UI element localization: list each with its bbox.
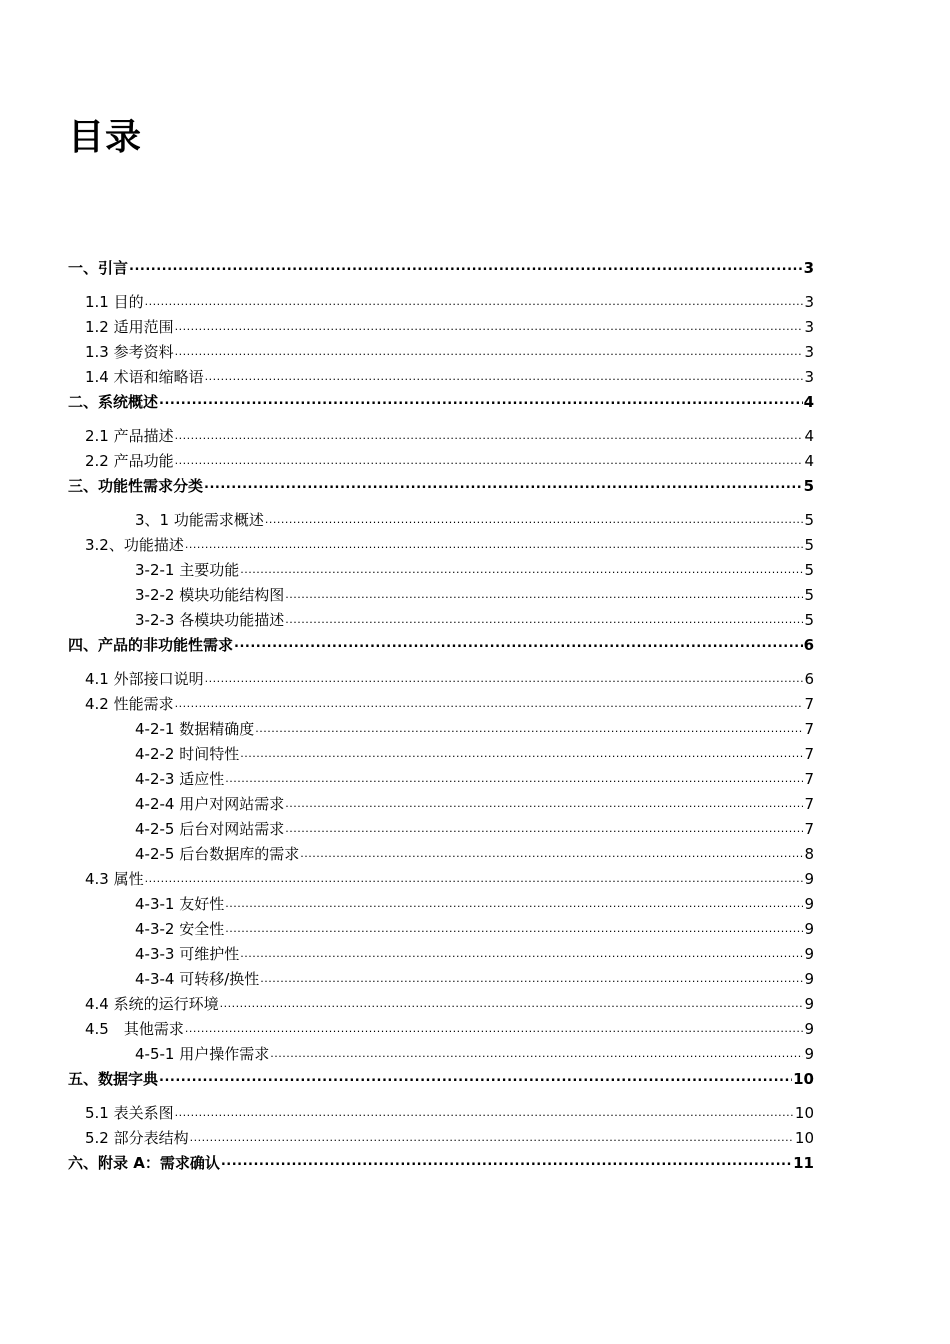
toc-entry[interactable] <box>68 633 814 667</box>
toc-dot-leader <box>265 510 804 525</box>
toc-entry-page-number: 7 <box>804 695 814 713</box>
toc-entry-label: 3.2、功能描述 <box>85 536 184 554</box>
toc-entry-label: 一、引言 <box>68 259 129 277</box>
toc-entry[interactable] <box>68 449 814 474</box>
toc-entry-label: 2.1 产品描述 <box>85 427 174 445</box>
toc-entry[interactable] <box>68 608 814 633</box>
toc-entry-label: 四、产品的非功能性需求 <box>68 636 234 654</box>
toc-entry-page-number: 4 <box>804 452 814 470</box>
toc-entry-label: 4-2-5 后台对网站需求 <box>135 820 285 838</box>
toc-dot-leader <box>129 258 803 273</box>
toc-entry-page-number: 7 <box>804 795 814 813</box>
toc-dot-leader <box>260 969 803 984</box>
toc-entry[interactable] <box>68 340 814 365</box>
toc-entry-label: 六、附录 A：需求确认 <box>68 1154 220 1172</box>
toc-entry-label: 1.3 参考资料 <box>85 343 174 361</box>
toc-entry[interactable] <box>68 817 814 842</box>
toc-entry-page-number: 5 <box>804 611 814 629</box>
toc-entry-label: 2.2 产品功能 <box>85 452 174 470</box>
toc-entry-label: 3-2-2 模块功能结构图 <box>135 586 285 604</box>
toc-entry-page-number: 5 <box>804 511 814 529</box>
toc-entry-page-number: 3 <box>804 368 814 386</box>
toc-entry-label: 4-3-4 可转移/换性 <box>135 970 260 988</box>
page-title: 目录 <box>68 117 143 158</box>
toc-entry-page-number: 10 <box>794 1104 814 1122</box>
toc-entry-page-number: 11 <box>793 1154 814 1172</box>
toc-entry-label: 4-3-2 安全性 <box>135 920 225 938</box>
toc-entry-label: 4-2-5 后台数据库的需求 <box>135 845 300 863</box>
toc-entry-page-number: 5 <box>803 477 814 495</box>
toc-entry[interactable] <box>68 992 814 1017</box>
toc-entry[interactable] <box>68 558 814 583</box>
toc-dot-leader <box>145 292 804 307</box>
toc-dot-leader <box>285 610 803 625</box>
toc-entry[interactable] <box>68 892 814 917</box>
toc-entry-page-number: 4 <box>803 393 814 411</box>
toc-entry[interactable] <box>68 1017 814 1042</box>
toc-dot-leader <box>175 694 804 709</box>
toc-entry-label: 1.1 目的 <box>85 293 144 311</box>
toc-entry-label: 五、数据字典 <box>68 1070 159 1088</box>
toc-entry-label: 4.5 其他需求 <box>85 1020 184 1038</box>
toc-dot-leader <box>300 844 803 859</box>
toc-entry-label: 二、系统概述 <box>68 393 159 411</box>
toc-dot-leader <box>225 769 803 784</box>
toc-dot-leader <box>255 719 803 734</box>
toc-entry-page-number: 7 <box>804 770 814 788</box>
toc-dot-leader <box>204 476 803 491</box>
toc-dot-leader <box>175 451 804 466</box>
toc-entry-page-number: 9 <box>804 870 814 888</box>
toc-entry-label: 4-5-1 用户操作需求 <box>135 1045 270 1063</box>
toc-entry[interactable] <box>68 365 814 390</box>
toc-dot-leader <box>185 535 804 550</box>
toc-entry[interactable] <box>68 1101 814 1126</box>
toc-entry-page-number: 7 <box>804 720 814 738</box>
toc-entry-label: 3-2-3 各模块功能描述 <box>135 611 285 629</box>
toc-dot-leader <box>145 869 804 884</box>
toc-entry-label: 4.4 系统的运行环境 <box>85 995 219 1013</box>
toc-entry[interactable] <box>68 424 814 449</box>
toc-dot-leader <box>159 1069 792 1084</box>
toc-entry-page-number: 9 <box>804 895 814 913</box>
toc-entry-page-number: 3 <box>804 293 814 311</box>
toc-dot-leader <box>175 317 804 332</box>
toc-entry-label: 4-2-1 数据精确度 <box>135 720 255 738</box>
toc-entry-label: 5.2 部分表结构 <box>85 1129 189 1147</box>
toc-entry-label: 4-3-1 友好性 <box>135 895 225 913</box>
toc-dot-leader <box>175 1103 794 1118</box>
toc-entry-label: 3、1 功能需求概述 <box>135 511 264 529</box>
toc-entry[interactable] <box>68 508 814 533</box>
toc-entry[interactable] <box>68 917 814 942</box>
toc-entry-label: 5.1 表关系图 <box>85 1104 174 1122</box>
toc-entry[interactable] <box>68 533 814 558</box>
toc-entry-page-number: 9 <box>804 945 814 963</box>
toc-entry-label: 4.3 属性 <box>85 870 144 888</box>
toc-entry[interactable] <box>68 583 814 608</box>
table-of-contents <box>68 256 814 1185</box>
toc-entry[interactable] <box>68 315 814 340</box>
toc-entry-page-number: 9 <box>804 1020 814 1038</box>
toc-entry-page-number: 7 <box>804 745 814 763</box>
toc-dot-leader <box>240 944 803 959</box>
toc-entry-page-number: 9 <box>804 970 814 988</box>
toc-dot-leader <box>190 1128 794 1143</box>
toc-dot-leader <box>185 1019 804 1034</box>
toc-entry-page-number: 6 <box>803 636 814 654</box>
toc-entry[interactable] <box>68 942 814 967</box>
toc-dot-leader <box>240 744 803 759</box>
toc-entry-page-number: 10 <box>794 1129 814 1147</box>
toc-entry[interactable] <box>68 1042 814 1067</box>
toc-entry[interactable] <box>68 717 814 742</box>
toc-dot-leader <box>234 635 803 650</box>
toc-entry-page-number: 5 <box>804 561 814 579</box>
toc-entry[interactable] <box>68 390 814 424</box>
toc-entry-label: 4-2-4 用户对网站需求 <box>135 795 285 813</box>
toc-entry-label: 4.2 性能需求 <box>85 695 174 713</box>
toc-entry[interactable] <box>68 290 814 315</box>
toc-entry-label: 1.4 术语和缩略语 <box>85 368 204 386</box>
toc-entry[interactable] <box>68 767 814 792</box>
toc-entry[interactable] <box>68 842 814 867</box>
toc-dot-leader <box>285 794 803 809</box>
toc-entry-page-number: 4 <box>804 427 814 445</box>
toc-entry-page-number: 8 <box>804 845 814 863</box>
toc-entry-label: 4-3-3 可维护性 <box>135 945 240 963</box>
toc-entry-page-number: 10 <box>793 1070 814 1088</box>
toc-entry[interactable] <box>68 692 814 717</box>
toc-entry[interactable] <box>68 867 814 892</box>
toc-entry[interactable] <box>68 1067 814 1101</box>
toc-entry-page-number: 5 <box>804 536 814 554</box>
toc-entry[interactable] <box>68 474 814 508</box>
toc-dot-leader <box>285 585 803 600</box>
toc-entry-page-number: 5 <box>804 586 814 604</box>
toc-dot-leader <box>205 669 804 684</box>
toc-entry[interactable] <box>68 1151 814 1185</box>
toc-entry-label: 4-2-2 时间特性 <box>135 745 240 763</box>
toc-entry-page-number: 9 <box>804 995 814 1013</box>
toc-entry[interactable] <box>68 1126 814 1151</box>
toc-entry-page-number: 3 <box>804 318 814 336</box>
toc-dot-leader <box>240 560 803 575</box>
toc-entry-label: 三、功能性需求分类 <box>68 477 204 495</box>
toc-dot-leader <box>220 994 804 1009</box>
toc-entry-label: 3-2-1 主要功能 <box>135 561 240 579</box>
toc-entry[interactable] <box>68 967 814 992</box>
toc-dot-leader <box>175 426 804 441</box>
toc-dot-leader <box>270 1044 803 1059</box>
toc-entry-page-number: 3 <box>804 343 814 361</box>
toc-entry-page-number: 7 <box>804 820 814 838</box>
toc-entry-label: 4.1 外部接口说明 <box>85 670 204 688</box>
toc-entry-label: 4-2-3 适应性 <box>135 770 225 788</box>
toc-dot-leader <box>205 367 804 382</box>
toc-dot-leader <box>175 342 804 357</box>
toc-entry[interactable] <box>68 256 814 290</box>
toc-dot-leader <box>225 894 803 909</box>
toc-entry[interactable] <box>68 792 814 817</box>
toc-entry-label: 1.2 适用范围 <box>85 318 174 336</box>
toc-entry-page-number: 9 <box>804 920 814 938</box>
toc-entry[interactable] <box>68 667 814 692</box>
toc-entry-page-number: 3 <box>803 259 814 277</box>
toc-entry-page-number: 9 <box>804 1045 814 1063</box>
toc-dot-leader <box>221 1153 792 1168</box>
toc-dot-leader <box>285 819 803 834</box>
toc-entry-page-number: 6 <box>804 670 814 688</box>
toc-dot-leader <box>159 392 803 407</box>
toc-dot-leader <box>225 919 803 934</box>
toc-entry[interactable] <box>68 742 814 767</box>
